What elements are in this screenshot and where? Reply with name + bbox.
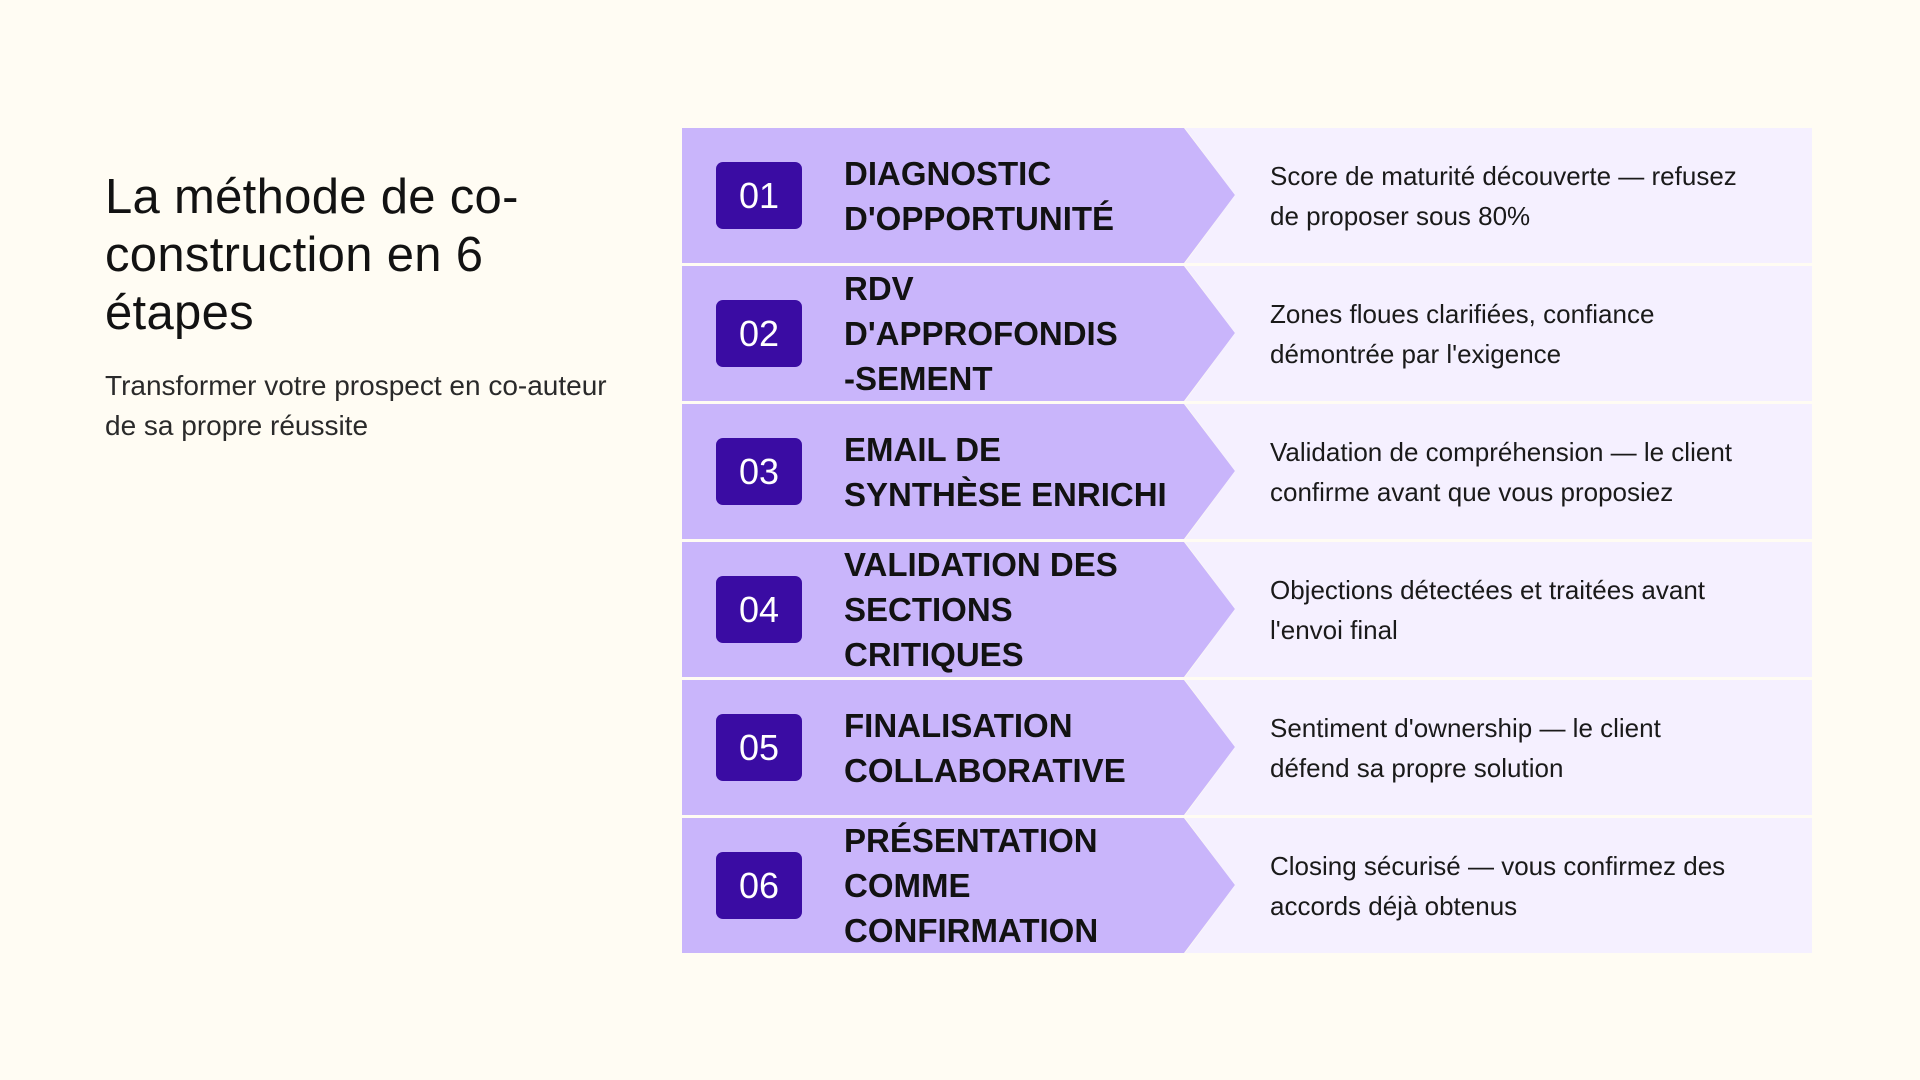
step-number-badge: 06: [716, 852, 802, 919]
intro-panel: [105, 168, 625, 446]
step-title: VALIDATION DES SECTIONS CRITIQUES: [844, 546, 1118, 673]
step-number-badge: 04: [716, 576, 802, 643]
step-row-1: [682, 128, 1812, 263]
step-title: DIAGNOSTIC D'OPPORTUNITÉ: [844, 154, 1115, 237]
step-title: RDV D'APPROFONDIS -SEMENT: [844, 270, 1118, 397]
step-title: FINALISATION COLLABORATIVE: [844, 706, 1126, 789]
step-row-5: [682, 680, 1812, 815]
step-row-4: [682, 542, 1812, 677]
step-description: Zones floues clarifiées, confiance démontrée par l'exigence: [1270, 298, 1655, 369]
step-number-badge: 02: [716, 300, 802, 367]
step-row-3: [682, 404, 1812, 539]
step-number-badge: 03: [716, 438, 802, 505]
step-description: Sentiment d'ownership — le client défend sa propre solution: [1270, 712, 1661, 783]
steps-diagram: [682, 128, 1812, 956]
step-description: Score de maturité découverte — refusez de proposer sous 80%: [1270, 160, 1737, 231]
step-row-2: [682, 266, 1812, 401]
page-subtitle: Transformer votre prospect en co-auteur de sa propre réussite: [105, 370, 607, 441]
step-row-6: [682, 818, 1812, 953]
step-number-badge: 05: [716, 714, 802, 781]
step-number-badge: 01: [716, 162, 802, 229]
step-description: Objections détectées et traitées avant l'envoi final: [1270, 574, 1706, 645]
step-description: Validation de compréhension — le client confirme avant que vous proposiez: [1270, 436, 1733, 507]
step-description: Closing sécurisé — vous confirmez des accords déjà obtenus: [1270, 850, 1726, 921]
step-title: PRÉSENTATION COMME CONFIRMATION: [844, 822, 1099, 949]
page-title: La méthode de co-construction en 6 étapes: [105, 170, 519, 340]
step-title: EMAIL DE SYNTHÈSE ENRICHI: [844, 430, 1167, 513]
